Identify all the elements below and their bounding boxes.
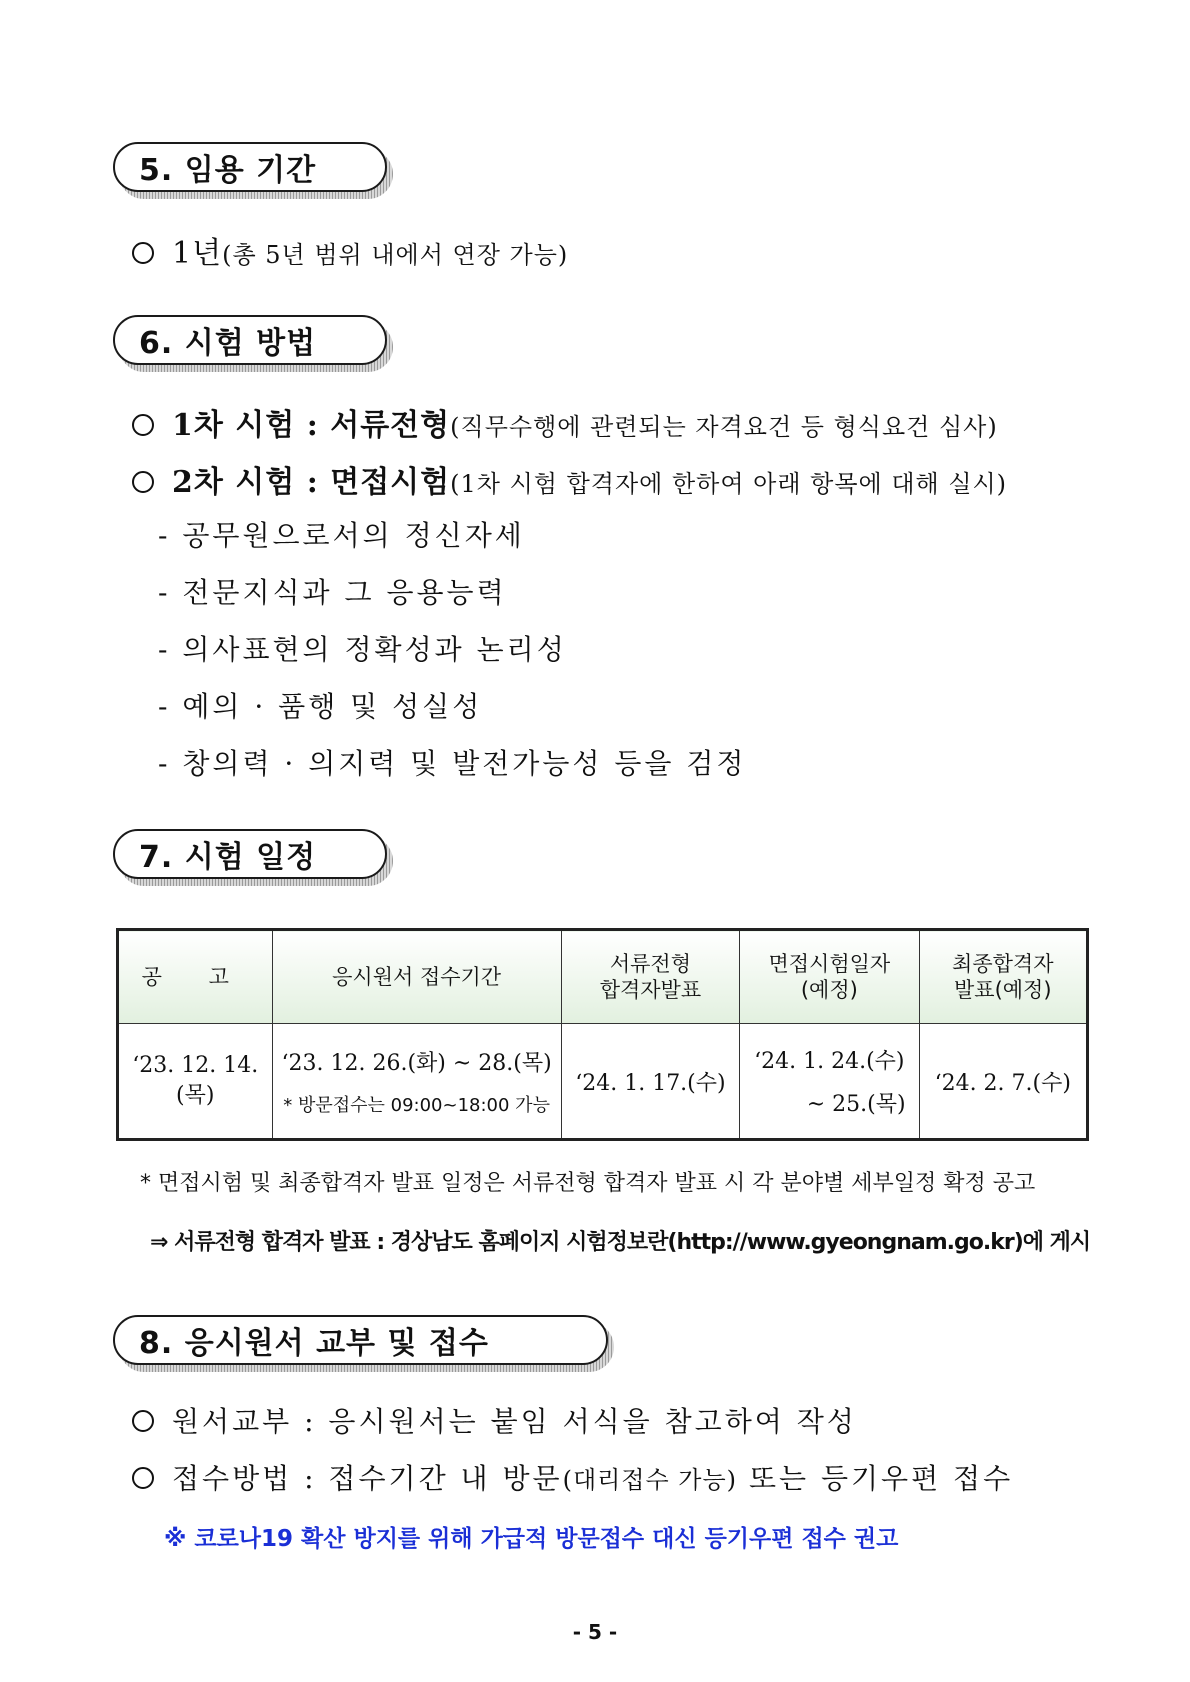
section-8-item-1: 원서교부 : 응시원서는 붙임 서식을 참고하여 작성 — [132, 1400, 857, 1440]
circle-bullet-icon — [132, 471, 154, 493]
cell-interview-date — [740, 1024, 919, 1140]
exam-schedule-table — [116, 928, 1089, 1141]
table-header-row — [118, 930, 1088, 1024]
apply-note-text: * 방문접수는 09:00~18:00 가능 — [283, 1094, 550, 1116]
criteria-item: - 전문지식과 그 응용능력 — [158, 576, 507, 609]
circle-bullet-icon — [132, 1467, 154, 1489]
apply-period-text: ‘23. 12. 26.(화) ~ 28.(목) — [281, 1050, 552, 1076]
interview-date-line-2: ~ 25.(목) — [806, 1092, 906, 1117]
criteria-item: - 공무원으로서의 정신자세 — [158, 519, 525, 552]
page-number: - 5 - — [572, 1620, 618, 1644]
table-row — [118, 1024, 1088, 1140]
header-announce: 공 고 — [118, 930, 273, 1024]
cell-final-result: ‘24. 2. 7.(수) — [919, 1024, 1087, 1140]
criteria-item: - 예의 · 품행 및 성실성 — [158, 690, 483, 723]
covid-warning: ※ 코로나19 확산 방지를 위해 가급적 방문접수 대신 등기우편 접수 권고 — [164, 1526, 899, 1552]
cell-doc-result: ‘24. 1. 17.(수) — [561, 1024, 739, 1140]
circle-bullet-icon — [132, 242, 154, 264]
section-8-title: 8. 응시원서 교부 및 접수 — [113, 1315, 608, 1365]
section-5-title: 5. 임용 기간 — [113, 142, 387, 192]
result-announcement-note: ⇒ 서류전형 합격자 발표 : 경상남도 홈페이지 시험정보란(http://www.gyeongnam.go.kr)에 게시 — [150, 1230, 1091, 1255]
header-final-result: 최종합격자 발표(예정) — [919, 930, 1087, 1024]
criteria-item: - 의사표현의 정확성과 논리성 — [158, 633, 567, 666]
header-apply-period: 응시원서 접수기간 — [272, 930, 561, 1024]
cell-announce: ‘23. 12. 14.(목) — [118, 1024, 273, 1140]
header-interview-date: 면접시험일자 (예정) — [740, 930, 919, 1024]
interview-date-line-1: ‘24. 1. 24.(수) — [754, 1049, 905, 1074]
cell-apply-period — [272, 1024, 561, 1140]
section-6-item-1: 1차 시험 : 서류전형(직무수행에 관련되는 자격요건 등 형식요건 심사) — [132, 400, 998, 444]
section-8-item-2: 접수방법 : 접수기간 내 방문(대리접수 가능) 또는 등기우편 접수 — [132, 1457, 1013, 1497]
section-7-title: 7. 시험 일정 — [113, 829, 387, 879]
schedule-note: * 면접시험 및 최종합격자 발표 일정은 서류전형 합격자 발표 시 각 분야별 세부일정 확정 공고 — [140, 1171, 1036, 1196]
section-6-item-2: 2차 시험 : 면접시험(1차 시험 합격자에 한하여 아래 항목에 대해 실시) — [132, 457, 1007, 501]
section-6-title: 6. 시험 방법 — [113, 315, 387, 365]
section-5-item: 1년(총 5년 범위 내에서 연장 가능) — [132, 228, 568, 272]
header-doc-result: 서류전형 합격자발표 — [561, 930, 739, 1024]
circle-bullet-icon — [132, 1410, 154, 1432]
criteria-item: - 창의력 · 의지력 및 발전가능성 등을 검정 — [158, 747, 747, 780]
circle-bullet-icon — [132, 414, 154, 436]
